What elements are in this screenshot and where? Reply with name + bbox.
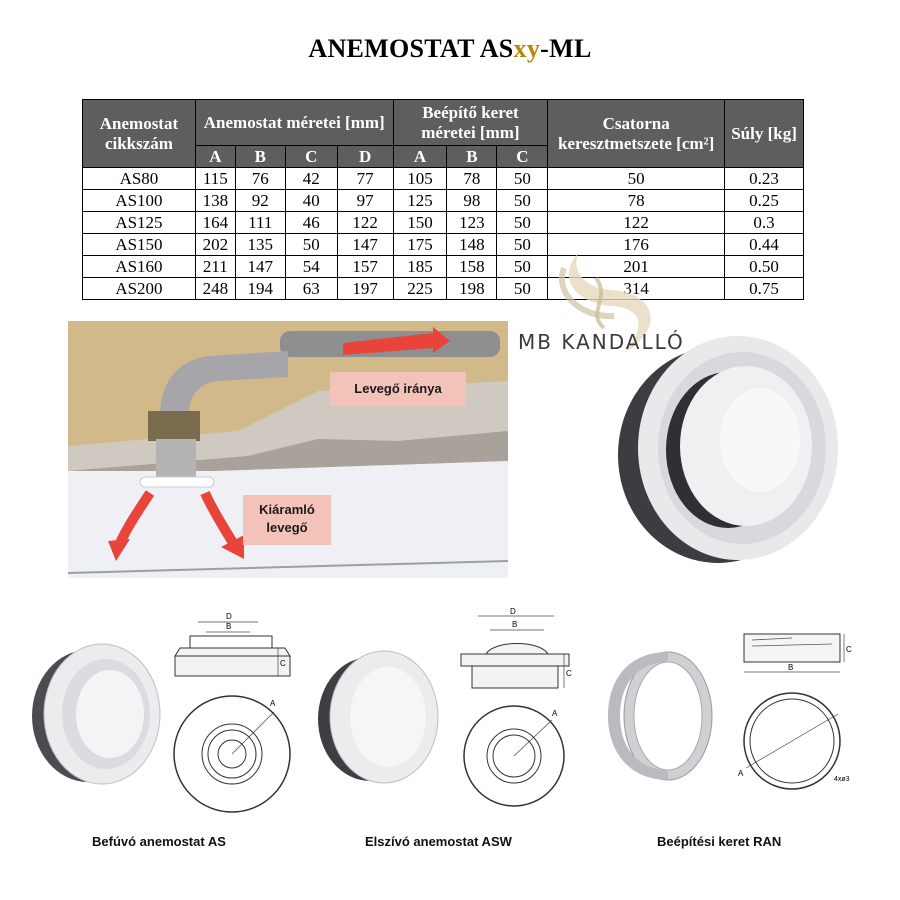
title-highlight: xy xyxy=(513,34,541,63)
table-row xyxy=(83,168,804,190)
table-cell: 50 xyxy=(497,278,548,300)
dim-label-c: C xyxy=(566,669,572,678)
table-cell: 135 xyxy=(235,234,285,256)
subheader-dim-d: D xyxy=(337,146,393,168)
table-cell: 40 xyxy=(285,190,337,212)
table-cell: 50 xyxy=(497,234,548,256)
subheader-frame-b: B xyxy=(447,146,497,168)
table-cell: 50 xyxy=(497,212,548,234)
table-cell: 0.44 xyxy=(725,234,804,256)
table-cell: 176 xyxy=(548,234,725,256)
anemostat-as-render xyxy=(20,640,170,790)
table-cell: 157 xyxy=(337,256,393,278)
table-cell: 147 xyxy=(235,256,285,278)
table-cell: 63 xyxy=(285,278,337,300)
table-cell: 194 xyxy=(235,278,285,300)
subheader-dim-b: B xyxy=(235,146,285,168)
table-cell: 78 xyxy=(548,190,725,212)
header-dimensions: Anemostat méretei [mm] xyxy=(195,100,393,146)
table-cell: AS125 xyxy=(83,212,196,234)
table-cell: 78 xyxy=(447,168,497,190)
table-cell: 46 xyxy=(285,212,337,234)
table-cell: 123 xyxy=(447,212,497,234)
table-cell: 148 xyxy=(447,234,497,256)
dim-label-d: D xyxy=(226,612,232,621)
dim-label-c: C xyxy=(846,645,852,654)
table-cell: 158 xyxy=(447,256,497,278)
table-cell: 76 xyxy=(235,168,285,190)
table-cell: 54 xyxy=(285,256,337,278)
header-channel: Csatorna keresztmetszete [cm²] xyxy=(548,100,725,168)
header-article: Anemostat cikkszám xyxy=(83,100,196,168)
table-cell: 105 xyxy=(393,168,447,190)
table-cell: 0.3 xyxy=(725,212,804,234)
anemostat-as-drawing xyxy=(170,606,310,816)
subheader-dim-c: C xyxy=(285,146,337,168)
table-cell: 248 xyxy=(195,278,235,300)
table-cell: AS200 xyxy=(83,278,196,300)
dim-label-d: D xyxy=(510,607,516,616)
table-cell: 98 xyxy=(447,190,497,212)
dim-label-a: A xyxy=(738,769,744,778)
table-cell: 147 xyxy=(337,234,393,256)
table-cell: 0.25 xyxy=(725,190,804,212)
header-weight: Súly [kg] xyxy=(725,100,804,168)
subheader-frame-a: A xyxy=(393,146,447,168)
anemostat-asw-render xyxy=(310,645,450,795)
caption-ran: Beépítési keret RAN xyxy=(657,834,782,849)
dim-label-holes: 4xø3 xyxy=(834,776,850,783)
caption-asw: Elszívó anemostat ASW xyxy=(365,834,512,849)
table-cell: 50 xyxy=(497,190,548,212)
table-cell: 125 xyxy=(393,190,447,212)
table-cell: 0.50 xyxy=(725,256,804,278)
table-cell: 314 xyxy=(548,278,725,300)
table-cell: 138 xyxy=(195,190,235,212)
dim-label-b: B xyxy=(512,620,518,629)
table-cell: 50 xyxy=(497,256,548,278)
table-cell: 202 xyxy=(195,234,235,256)
dim-label-a: A xyxy=(552,709,558,718)
page-title: ANEMOSTAT ASxy-ML xyxy=(308,34,592,63)
table-cell: 97 xyxy=(337,190,393,212)
subheader-dim-a: A xyxy=(195,146,235,168)
header-frame: Beépítő keret méretei [mm] xyxy=(393,100,548,146)
dim-label-b: B xyxy=(788,663,794,672)
callout-outflow: Kiáramló levegő xyxy=(243,495,331,545)
table-cell: 50 xyxy=(548,168,725,190)
table-cell: 0.23 xyxy=(725,168,804,190)
ran-frame-drawing xyxy=(732,626,862,816)
dim-label-b: B xyxy=(226,622,232,631)
table-cell: 92 xyxy=(235,190,285,212)
callout-air-direction: Levegő iránya xyxy=(330,372,466,406)
subheader-frame-c: C xyxy=(497,146,548,168)
table-cell: 42 xyxy=(285,168,337,190)
table-cell: 201 xyxy=(548,256,725,278)
table-cell: 164 xyxy=(195,212,235,234)
dim-label-c: C xyxy=(280,659,286,668)
table-cell: 185 xyxy=(393,256,447,278)
table-cell: AS150 xyxy=(83,234,196,256)
anemostat-asw-drawing xyxy=(456,606,586,816)
table-cell: 111 xyxy=(235,212,285,234)
table-cell: AS80 xyxy=(83,168,196,190)
table-cell: 211 xyxy=(195,256,235,278)
table-cell: 225 xyxy=(393,278,447,300)
table-cell: AS160 xyxy=(83,256,196,278)
table-cell: 115 xyxy=(195,168,235,190)
table-row xyxy=(83,190,804,212)
dim-label-a: A xyxy=(270,699,276,708)
table-cell: 50 xyxy=(497,168,548,190)
table-cell: 77 xyxy=(337,168,393,190)
table-cell: 175 xyxy=(393,234,447,256)
caption-as: Befúvó anemostat AS xyxy=(92,834,226,849)
ran-frame-render xyxy=(598,640,718,790)
logo-text: MB KANDALLÓ xyxy=(518,330,685,354)
table-cell: 122 xyxy=(337,212,393,234)
table-cell: 150 xyxy=(393,212,447,234)
table-cell: 50 xyxy=(285,234,337,256)
table-cell: 197 xyxy=(337,278,393,300)
table-cell: AS100 xyxy=(83,190,196,212)
table-row xyxy=(83,212,804,234)
anemostat-product-image xyxy=(610,330,840,570)
table-cell: 0.75 xyxy=(725,278,804,300)
table-cell: 122 xyxy=(548,212,725,234)
table-cell: 198 xyxy=(447,278,497,300)
